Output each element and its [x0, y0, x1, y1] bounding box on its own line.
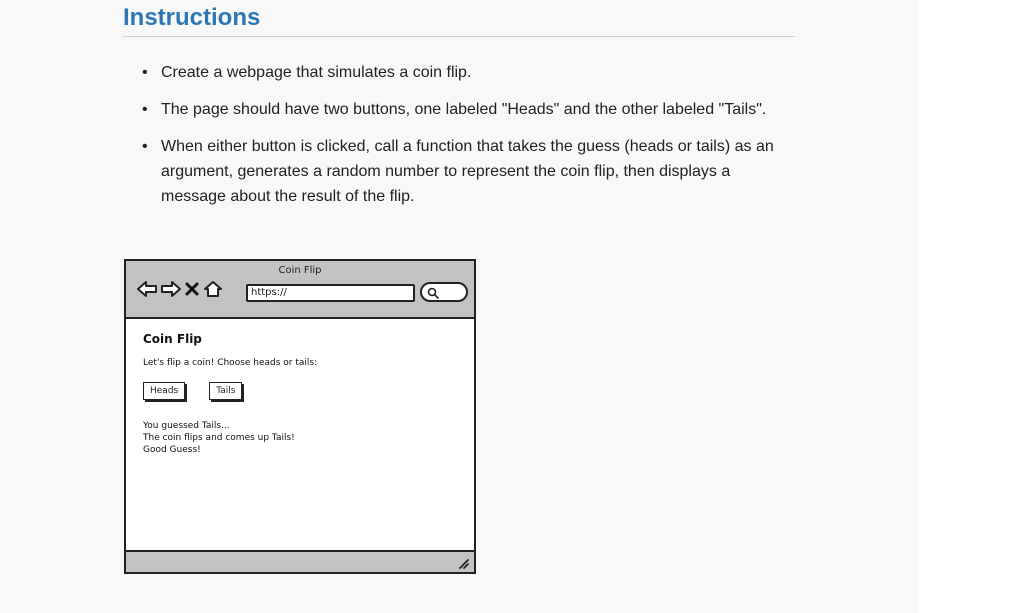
instruction-list	[123, 60, 795, 209]
mock-page-body	[143, 331, 463, 456]
mock-search-field	[420, 282, 468, 302]
mock-button-row	[143, 382, 463, 400]
instruction-step: • When either button is clicked, call a function that takes the guess (heads or tails) as an argument, generates a random number to represent the coin flip, then displays a message about the result of the flip.	[161, 134, 795, 209]
heads-button[interactable]: Heads	[143, 382, 185, 400]
mock-result-message	[143, 420, 463, 456]
result-line: The coin flips and comes up Tails!	[143, 433, 295, 443]
close-x-icon	[184, 279, 200, 299]
back-arrow-icon	[136, 279, 158, 299]
result-line: Good Guess!	[143, 445, 201, 455]
magnifier-icon	[427, 287, 439, 299]
right-margin	[918, 0, 1024, 613]
coin-flip-mockup	[124, 259, 476, 574]
mock-page-heading: Coin Flip	[143, 332, 202, 346]
resize-grip-icon	[456, 556, 470, 570]
forward-arrow-icon	[160, 279, 182, 299]
home-icon	[202, 279, 224, 299]
instructions-content	[123, 0, 795, 221]
mock-prompt-text: Let's flip a coin! Choose heads or tails:	[143, 358, 318, 368]
mock-window-title: Coin Flip	[278, 265, 322, 276]
instruction-step: • The page should have two buttons, one labeled "Heads" and the other labeled "Tails".	[161, 97, 795, 122]
result-line: You guessed Tails...	[143, 421, 230, 431]
mock-browser-chrome	[126, 261, 474, 319]
tails-button[interactable]: Tails	[209, 382, 242, 400]
mock-status-bar	[126, 550, 474, 572]
instruction-step: • Create a webpage that simulates a coin flip.	[161, 60, 795, 85]
page-title: Instructions	[123, 0, 795, 37]
mock-url-bar: https://	[246, 284, 415, 302]
mock-nav-bar	[136, 279, 224, 299]
